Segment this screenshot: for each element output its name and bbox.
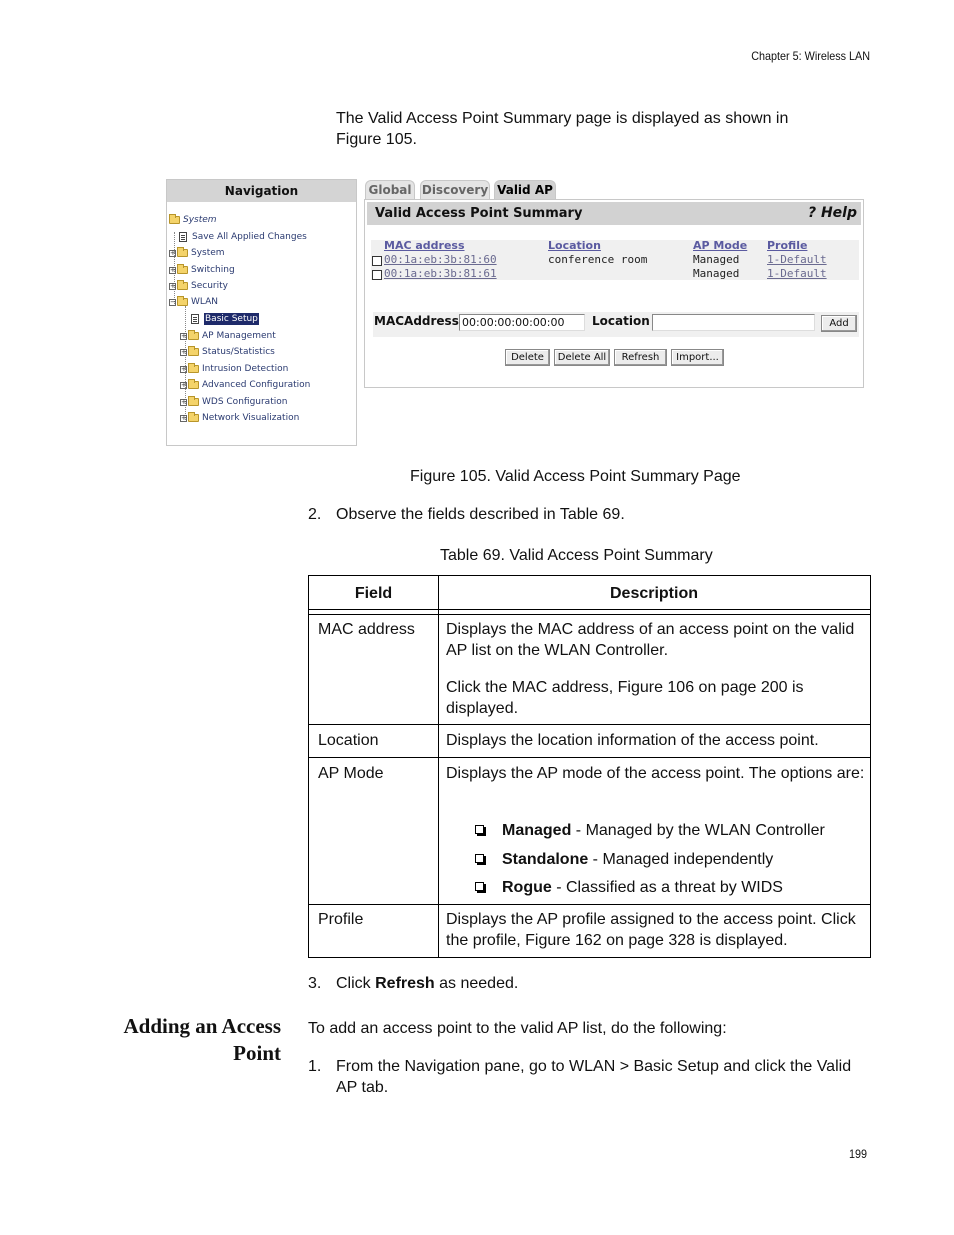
location-label: Location: [592, 314, 650, 328]
folder-open-icon: [177, 298, 188, 306]
nav-item-system-root[interactable]: System: [169, 214, 217, 226]
desc-mac-address-click: Click the MAC address, Figure 106 on page 200 is displayed.: [446, 679, 804, 717]
panel-title: Valid Access Point Summary ? Help: [367, 202, 861, 225]
expand-plus-icon[interactable]: +: [181, 331, 187, 340]
nav-item-network-visualization[interactable]: + Network Visualization: [181, 413, 300, 423]
nav-item-intrusion-detection[interactable]: + Intrusion Detection: [181, 364, 289, 374]
fields-table: [308, 575, 871, 958]
mode-cell: Managed: [693, 253, 740, 266]
step-number: 1.: [308, 1058, 322, 1075]
table-caption: Table 69. Valid Access Point Summary: [440, 547, 713, 564]
profile-link[interactable]: 1-Default: [767, 267, 827, 280]
bullet-rogue: Rogue - Classified as a threat by WIDS: [475, 877, 783, 898]
step-text: Observe the fields described in Table 69.: [336, 506, 625, 523]
field-location: Location: [318, 732, 379, 749]
desc-profile: Displays the AP profile assigned to the access point. Click the profile, Figure 162 on page 328 is displayed.: [446, 911, 856, 949]
field-ap-mode: AP Mode: [318, 765, 384, 782]
section-intro: To add an access point to the valid AP list, do the following:: [308, 1020, 727, 1037]
bullet-icon: [475, 825, 484, 834]
column-header-location[interactable]: Location: [548, 239, 601, 252]
bullet-icon: [475, 854, 484, 863]
expand-plus-icon[interactable]: +: [181, 347, 187, 356]
expand-plus-icon[interactable]: +: [170, 265, 176, 274]
nav-item-system[interactable]: + System: [170, 248, 225, 258]
collapse-minus-icon[interactable]: −: [170, 297, 176, 306]
location-input[interactable]: [652, 314, 815, 331]
folder-icon: [188, 414, 199, 422]
nav-item-wlan[interactable]: − WLAN: [170, 297, 219, 307]
row-checkbox[interactable]: [372, 256, 382, 266]
navigation-header: Navigation: [167, 180, 356, 202]
mac-address-label: MACAddress: [374, 314, 459, 328]
column-header-ap-mode[interactable]: AP Mode: [693, 239, 748, 252]
mac-address-input[interactable]: 00:00:00:00:00:00: [459, 314, 585, 331]
step-number: 3.: [308, 975, 322, 992]
page-number: 199: [849, 1147, 868, 1161]
page-icon: [179, 232, 187, 242]
mac-link[interactable]: 00:1a:eb:3b:81:60: [384, 253, 497, 266]
step-text: Click Refresh as needed.: [336, 975, 519, 992]
folder-icon: [188, 332, 199, 340]
field-mac-address: MAC address: [318, 621, 415, 638]
bullet-icon: [475, 882, 484, 891]
field-profile: Profile: [318, 911, 364, 928]
folder-icon: [188, 381, 199, 389]
delete-all-button[interactable]: Delete All: [554, 349, 610, 366]
bullet-standalone: Standalone - Managed independently: [475, 849, 773, 870]
delete-button[interactable]: Delete: [505, 349, 550, 366]
nav-item-ap-management[interactable]: + AP Management: [181, 331, 276, 341]
folder-icon: [188, 398, 199, 406]
desc-location: Displays the location information of the access point.: [446, 732, 819, 749]
valid-ap-panel: [364, 199, 864, 388]
folder-icon: [188, 365, 199, 373]
folder-icon: [177, 282, 188, 290]
row-checkbox[interactable]: [372, 270, 382, 280]
nav-item-switching[interactable]: + Switching: [170, 265, 235, 275]
desc-mac-address: Displays the MAC address of an access point on the valid AP list on the WLAN Controller.: [446, 621, 855, 659]
nav-item-advanced-configuration[interactable]: + Advanced Configuration: [181, 380, 311, 390]
folder-open-icon: [169, 216, 180, 224]
expand-plus-icon[interactable]: +: [170, 281, 176, 290]
expand-plus-icon[interactable]: +: [181, 397, 187, 406]
step-text: From the Navigation pane, go to WLAN > Basic Setup and click the Valid AP tab.: [336, 1058, 852, 1096]
add-button[interactable]: Add: [821, 315, 857, 332]
figure-caption: Figure 105. Valid Access Point Summary Page: [410, 468, 741, 485]
import-button[interactable]: Import...: [671, 349, 724, 366]
tab-discovery[interactable]: Discovery: [420, 180, 490, 199]
table-header-field: Field: [354, 585, 393, 602]
page-icon: [191, 314, 199, 324]
nav-item-wds-configuration[interactable]: + WDS Configuration: [181, 397, 288, 407]
folder-icon: [177, 266, 188, 274]
expand-plus-icon[interactable]: +: [170, 248, 176, 257]
desc-ap-mode: Displays the AP mode of the access point. The options are:: [446, 765, 865, 782]
nav-item-status-statistics[interactable]: + Status/Statistics: [181, 347, 275, 357]
folder-icon: [188, 348, 199, 356]
navigation-panel: [166, 179, 357, 446]
nav-item-basic-setup[interactable]: Basic Setup: [191, 313, 259, 325]
column-header-profile[interactable]: Profile: [767, 239, 808, 252]
profile-link[interactable]: 1-Default: [767, 253, 827, 266]
help-link[interactable]: ? Help: [807, 205, 857, 221]
intro-paragraph: The Valid Access Point Summary page is displayed as shown in Figure 105.: [336, 110, 789, 148]
nav-item-security[interactable]: + Security: [170, 281, 228, 291]
refresh-button[interactable]: Refresh: [614, 349, 667, 366]
column-header-mac[interactable]: MAC address: [384, 239, 465, 252]
step-number: 2.: [308, 506, 322, 523]
mode-cell: Managed: [693, 267, 740, 280]
location-cell: conference room: [548, 253, 648, 266]
section-heading: Adding an Access Point: [123, 1014, 281, 1065]
bullet-managed: Managed - Managed by the WLAN Controller: [475, 820, 825, 841]
chapter-header: Chapter 5: Wireless LAN: [751, 49, 870, 63]
expand-plus-icon[interactable]: +: [181, 413, 187, 422]
table-header-description: Description: [609, 585, 698, 602]
expand-plus-icon[interactable]: +: [181, 380, 187, 389]
nav-item-save-all[interactable]: Save All Applied Changes: [179, 231, 307, 243]
tab-valid-ap[interactable]: Valid AP: [494, 180, 556, 199]
expand-plus-icon[interactable]: +: [181, 364, 187, 373]
tab-global[interactable]: Global: [365, 180, 415, 199]
mac-link[interactable]: 00:1a:eb:3b:81:61: [384, 267, 497, 280]
folder-icon: [177, 249, 188, 257]
